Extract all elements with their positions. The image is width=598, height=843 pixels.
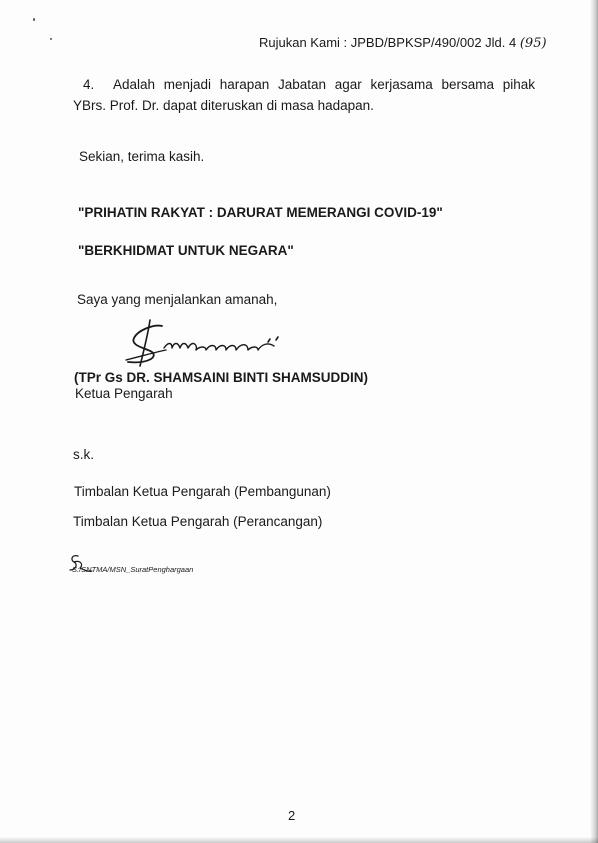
copy-recipient: Timbalan Ketua Pengarah (Perancangan) [73,514,323,529]
page-number: 2 [288,808,296,823]
signatory-title: Ketua Pengarah [75,386,173,401]
scan-speck [33,18,35,21]
signatory-name: (TPr Gs DR. SHAMSAINI BINTI SHAMSUDDIN) [74,370,369,385]
slogan-covid: "PRIHATIN RAKYAT : DARURAT MEMERANGI COVID-19" [78,205,443,220]
paragraph-number: 4. [83,77,95,92]
handwritten-reference: (95) [519,36,547,51]
paragraph-text: Adalah menjadi harapan Jabatan agar kerjasama bersama pihak YBrs. Prof. Dr. dapat diteruskan di masa hadapan. [73,77,535,113]
scan-edge-shadow [0,837,598,843]
slogan-negara: "BERKHIDMAT UNTUK NEGARA" [78,243,294,258]
sign-off-line: Saya yang menjalankan amanah, [77,292,278,307]
paragraph-4 [73,74,535,116]
reference-number: Rujukan Kami : JPBD/BPKSP/490/002 Jld. 4 (95) [259,35,547,51]
scan-speck [50,38,52,40]
scan-edge-shadow [590,0,598,843]
copy-recipient: Timbalan Ketua Pengarah (Pembangunan) [74,484,331,499]
file-path: S:/SNTMA/MSN_SuratPenghargaan [72,565,194,574]
copies-label: s.k. [73,447,95,462]
handwritten-signature [118,318,293,370]
closing-line: Sekian, terima kasih. [79,149,205,164]
